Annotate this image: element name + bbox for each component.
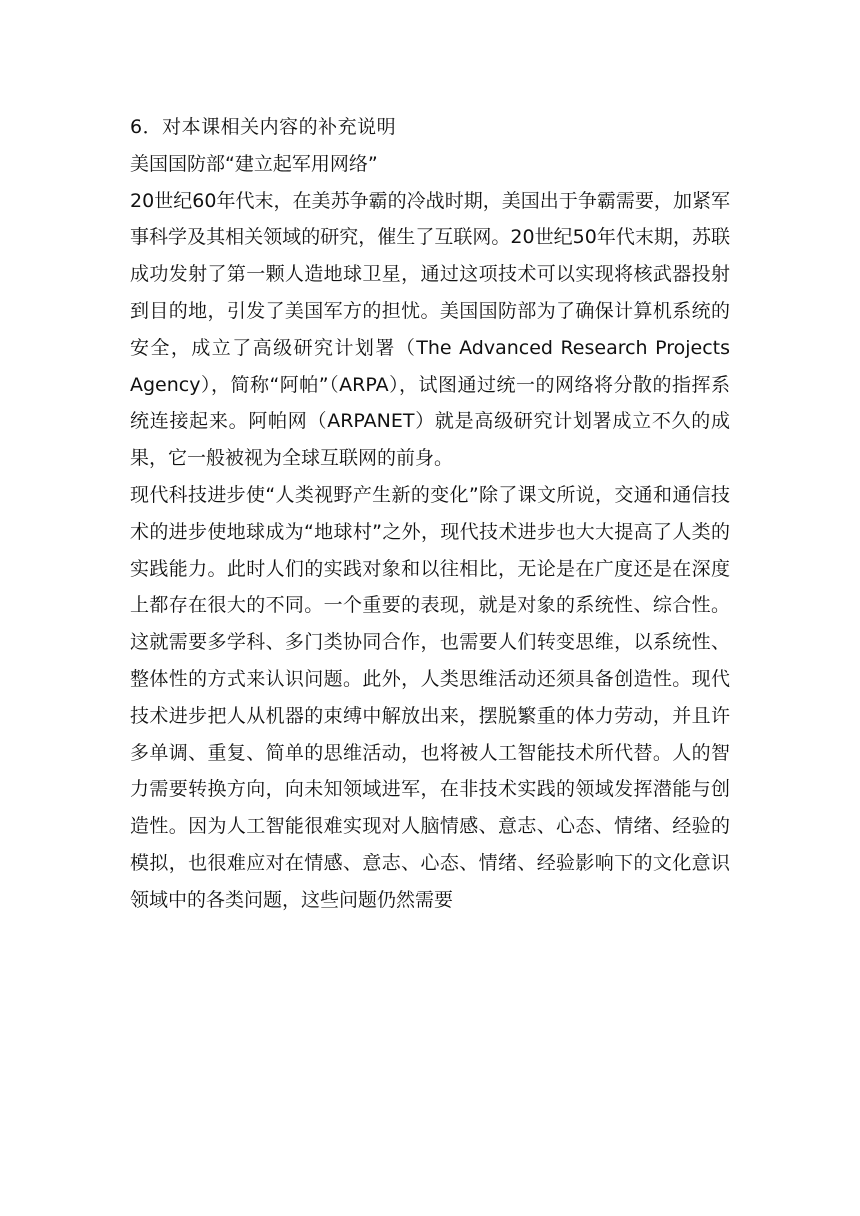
section-subheading: 美国国防部“建立起军用网络”	[130, 152, 378, 175]
paragraph-human-vision: 现代科技进步使“人类视野产生新的变化”除了课文所说，交通和通信技术的进步使地球成为“地球村”之外，现代技术进步也大大提高了人类的实践能力。此时人们的实践对象和以往相比，无论是在广度还是在深度上都存在很大的不同。一个重要的表现，就是对象的系统性、综合性。这就需要多学科、多门类协同合作，也需要人们转变思维，以系统性、整体性的方式来认识问题。此外，人类思维活动还须具备创造性。现代技术进步把人从机器的束缚中解放出来，摆脱繁重的体力劳动，并且许多单调、重复、简单的思维活动，也将被人工智能技术所代替。人的智力需要转换方向，向未知领域进军，在非技术实践的领域发挥潜能与创造性。因为人工智能很难实现对人脑情感、意志、心态、情绪、经验的模拟，也很难应对在情感、意志、心态、情绪、经验影响下的文化意识领域中的各类问题，这些问题仍然需要	[130, 483, 730, 911]
section-heading: 6．对本课相关内容的补充说明	[130, 116, 397, 138]
paragraph-arpanet: 20世纪60年代末，在美苏争霸的冷战时期，美国出于争霸需要，加紧军事科学及其相关领域的研究，催生了互联网。20世纪50年代末期，苏联成功发射了第一颗人造地球卫星，通过这项技术可以实现将核武器投射到目的地，引发了美国军方的担忧。美国国防部为了确保计算机系统的安全，成立了高级研究计划署（The Advanced Research Projects Agency），简称“阿帕”（ARPA），试图通过统一的网络将分散的指挥系统连接起来。阿帕网（ARPANET）就是高级研究计划署成立不久的成果，它一般被视为全球互联网的前身。	[130, 189, 730, 470]
document-body	[130, 109, 730, 919]
